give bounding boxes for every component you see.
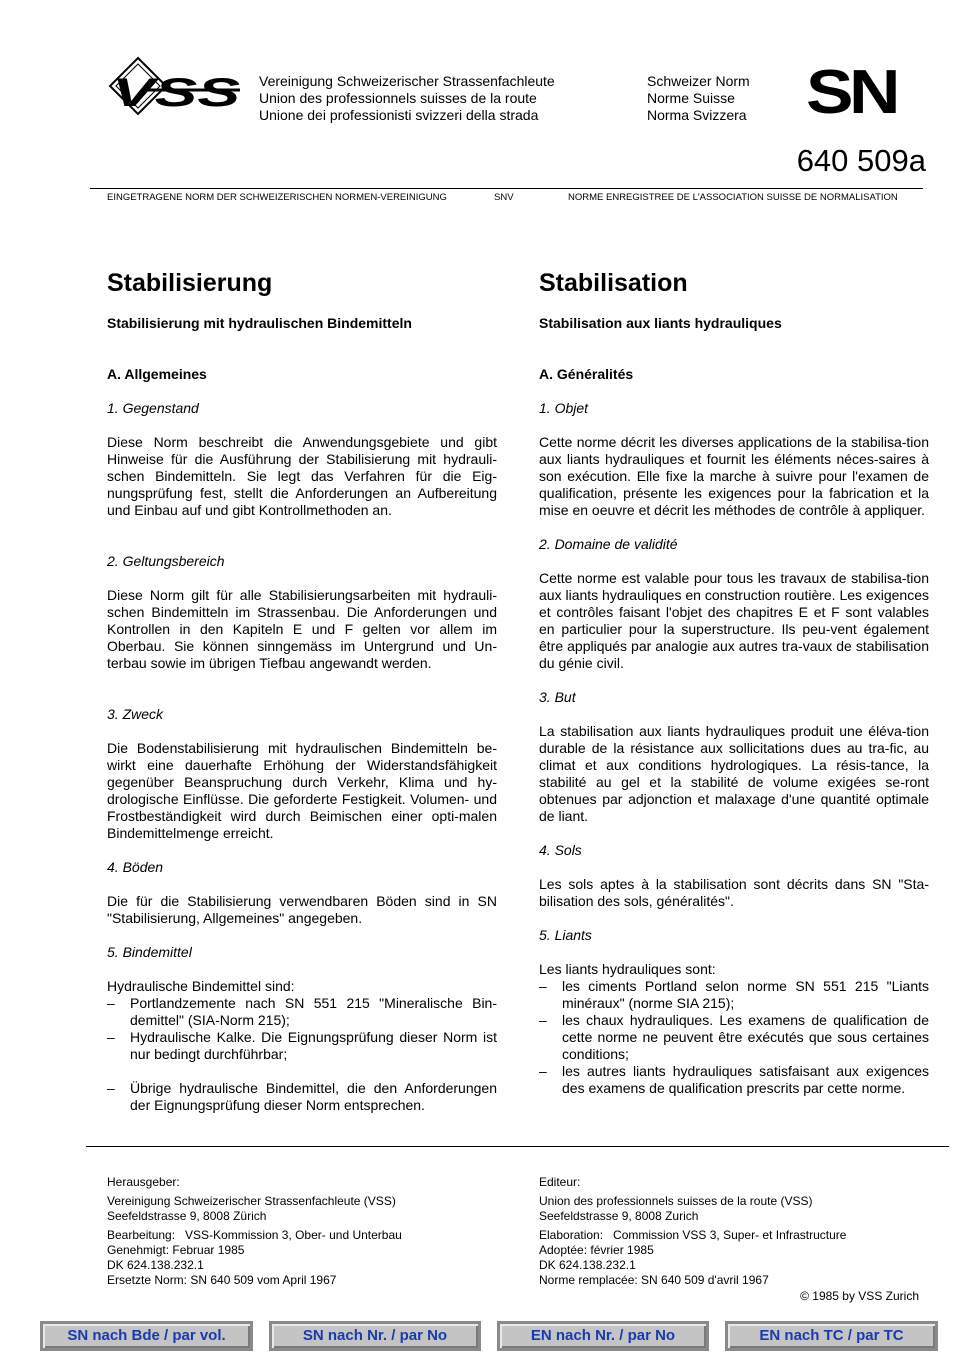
publisher-address-fr: Seefeldstrasse 9, 8008 Zurich [539,1209,699,1223]
title-de: Stabilisierung [107,269,273,297]
norm-label-it: Norma Svizzera [647,107,747,123]
subtitle-fr: Stabilisation aux liants hydrauliques [539,315,782,331]
paragraph-2-fr: Cette norme est valable pour tous les travaux de stabilisa-tion aux liants hydrauliques en construction routière. Les exigences et contrôles faisant l'objet des chapitres E et F sont valables en particulier pour la superstructure. Ils peu-vent également être appliqués par analogie aux autres tra-vaux de stabilisation du génie civil. [539,570,929,671]
heading-1-fr: 1. Objet [539,400,589,416]
list-item: – les chaux hydrauliques. Les examens de qualification de cette norme ne peuvent être exécutés que sous certaines conditions; [539,1012,929,1062]
org-name-fr: Union des professionnels suisses de la route [259,90,537,106]
replaced-norm-de: Ersetzte Norm: SN 640 509 vom April 1967 [107,1273,337,1287]
section-a-fr: A. Généralités [539,366,634,382]
paragraph-5-de: Hydraulische Bindemittel sind: [107,978,295,994]
heading-3-de: 3. Zweck [107,706,164,722]
list-item: – Übrige hydraulische Bindemittel, die den Anforderungen der Eignungsprüfung dieser Norm entsprechen. [107,1080,497,1113]
binder-list-fr [539,978,929,1097]
paragraph-3-fr: La stabilisation aux liants hydrauliques produit une éléva-tion durable de la résistance aux sollicitations dues au tra-fic, au climat et aux conditions hydrologiques. La résis-tance, la stabilité au gel et la stabilité de volume exigées se-ront obtenues par adjonction et malaxage d'une quantité optimale de liant. [539,723,929,824]
norm-number: 640 509a [796,143,926,178]
title-fr: Stabilisation [539,269,688,297]
snv-label: SNV [494,192,514,203]
paragraph-1-de: Diese Norm beschreibt die Anwendungsgebiete und gibt Hinweise für die Ausführung der Stabilisierung mit hydrauli-schen Bindemitteln. Sie legt das Verfahren für die Eig-nungsprüfung fest, stellt die Anforderungen an Aufbereitung und Einbau auf und gibt Kontrollmethoden an. [107,434,497,518]
list-item: – les autres liants hydrauliques satisfaisant aux exigences des examens de qualification prescrits par cette norme. [539,1063,929,1096]
nav-en-by-tc-button[interactable]: EN nach TC / par TC [725,1321,938,1351]
dk-number-de: DK 624.138.232.1 [107,1258,204,1272]
nav-sn-by-volume-button[interactable]: SN nach Bde / par vol. [40,1321,253,1351]
norm-label-fr: Norme Suisse [647,90,735,106]
heading-3-fr: 3. But [539,689,576,705]
registered-norm-de: EINGETRAGENE NORM DER SCHWEIZERISCHEN NORMEN-VEREINIGUNG [107,192,447,203]
column-de [107,268,497,1114]
paragraph-2-de: Diese Norm gilt für alle Stabilisierungsarbeiten mit hydrauli-schen Bindemitteln im Strassenbau. Die Anforderungen und Kontrollen in den Kapiteln E und F gelten vor allem im Oberbau. Sie können sinngemäss im Untergrund und Un-terbau sowie im übrigen Tiefbau angewandt werden. [107,587,497,671]
publisher-address-de: Seefeldstrasse 9, 8008 Zürich [107,1209,267,1223]
svg-text:VSS: VSS [112,71,241,115]
publisher-fr [539,1175,959,1288]
subtitle-de: Stabilisierung mit hydraulischen Bindemitteln [107,315,412,331]
list-item: – Hydraulische Kalke. Die Eignungsprüfung dieser Norm ist nur bedingt durchführbar; [107,1029,497,1062]
heading-1-de: 1. Gegenstand [107,400,199,416]
replaced-norm-fr: Norme remplacée: SN 640 509 d'avril 1967 [539,1273,769,1287]
vss-logo [104,56,244,118]
header-rule [90,188,923,189]
heading-2-de: 2. Geltungsbereich [107,553,225,569]
publisher-label-fr: Editeur: [539,1175,581,1189]
sn-logo: SN [806,58,896,127]
org-name-de: Vereinigung Schweizerischer Strassenfachleute [259,73,555,89]
publisher-org-de: Vereinigung Schweizerischer Strassenfachleute (VSS) [107,1194,396,1208]
nav-en-by-number-button[interactable]: EN nach Nr. / par No [497,1321,709,1351]
approved-de: Genehmigt: Februar 1985 [107,1243,245,1257]
nav-sn-by-number-button[interactable]: SN nach Nr. / par No [269,1321,481,1351]
list-item: – Portlandzemente nach SN 551 215 "Mineralische Bin-demittel" (SIA-Norm 215); [107,995,497,1028]
dk-number-fr: DK 624.138.232.1 [539,1258,636,1272]
approved-fr: Adoptée: février 1985 [539,1243,654,1257]
section-a-de: A. Allgemeines [107,366,207,382]
heading-4-de: 4. Böden [107,859,164,875]
heading-4-fr: 4. Sols [539,842,582,858]
editing-fr: Elaboration: Commission VSS 3, Super- et Infrastructure [539,1228,847,1242]
list-item: – les ciments Portland selon norme SN 551 215 "Liants minéraux" (norme SIA 215); [539,978,929,1011]
column-fr [539,268,929,1097]
paragraph-4-fr: Les sols aptes à la stabilisation sont décrits dans SN "Sta-bilisation des sols, généralités". [539,876,929,909]
paragraph-5-fr: Les liants hydrauliques sont: [539,961,716,977]
publisher-org-fr: Union des professionnels suisses de la route (VSS) [539,1194,813,1208]
editing-de: Bearbeitung: VSS-Kommission 3, Ober- und Unterbau [107,1228,402,1242]
publisher-label-de: Herausgeber: [107,1175,180,1189]
registered-norm-fr: NORME ENREGISTREE DE L'ASSOCIATION SUISSE DE NORMALISATION [568,192,898,203]
org-name-it: Unione dei professionisti svizzeri della strada [259,107,539,123]
publisher-de [107,1175,527,1288]
paragraph-4-de: Die für die Stabilisierung verwendbaren Böden sind in SN "Stabilisierung, Allgemeines" angegeben. [107,893,497,926]
norm-label-de: Schweizer Norm [647,73,750,89]
footer-rule [86,1146,949,1147]
heading-5-fr: 5. Liants [539,927,592,943]
heading-5-de: 5. Bindemittel [107,944,192,960]
paragraph-3-de: Die Bodenstabilisierung mit hydraulischen Bindemitteln be-wirkt eine dauerhafte Erhöhung der Widerstandsfähigkeit gegenüber Beanspruchung durch Verkehr, Klima und hy-drologische Einflüsse. Die geforderte Festigkeit. Volumen- und Frostbeständigkeit wird durch Beimischen einer opti-malen Bindemittelmenge erreicht. [107,740,497,841]
binder-list-de [107,995,497,1114]
heading-2-fr: 2. Domaine de validité [539,536,678,552]
copyright: © 1985 by VSS Zurich [800,1289,919,1303]
paragraph-1-fr: Cette norme décrit les diverses applications de la stabilisa-tion aux liants hydrauliques et fournit les éléments néces-saires à son exécution. Elle fixe la marche à suivre pour l'examen de qualification, présente les exigences pour la fabrication et la mise en oeuvre et décrit les méthodes de contrôle à appliquer. [539,434,929,518]
